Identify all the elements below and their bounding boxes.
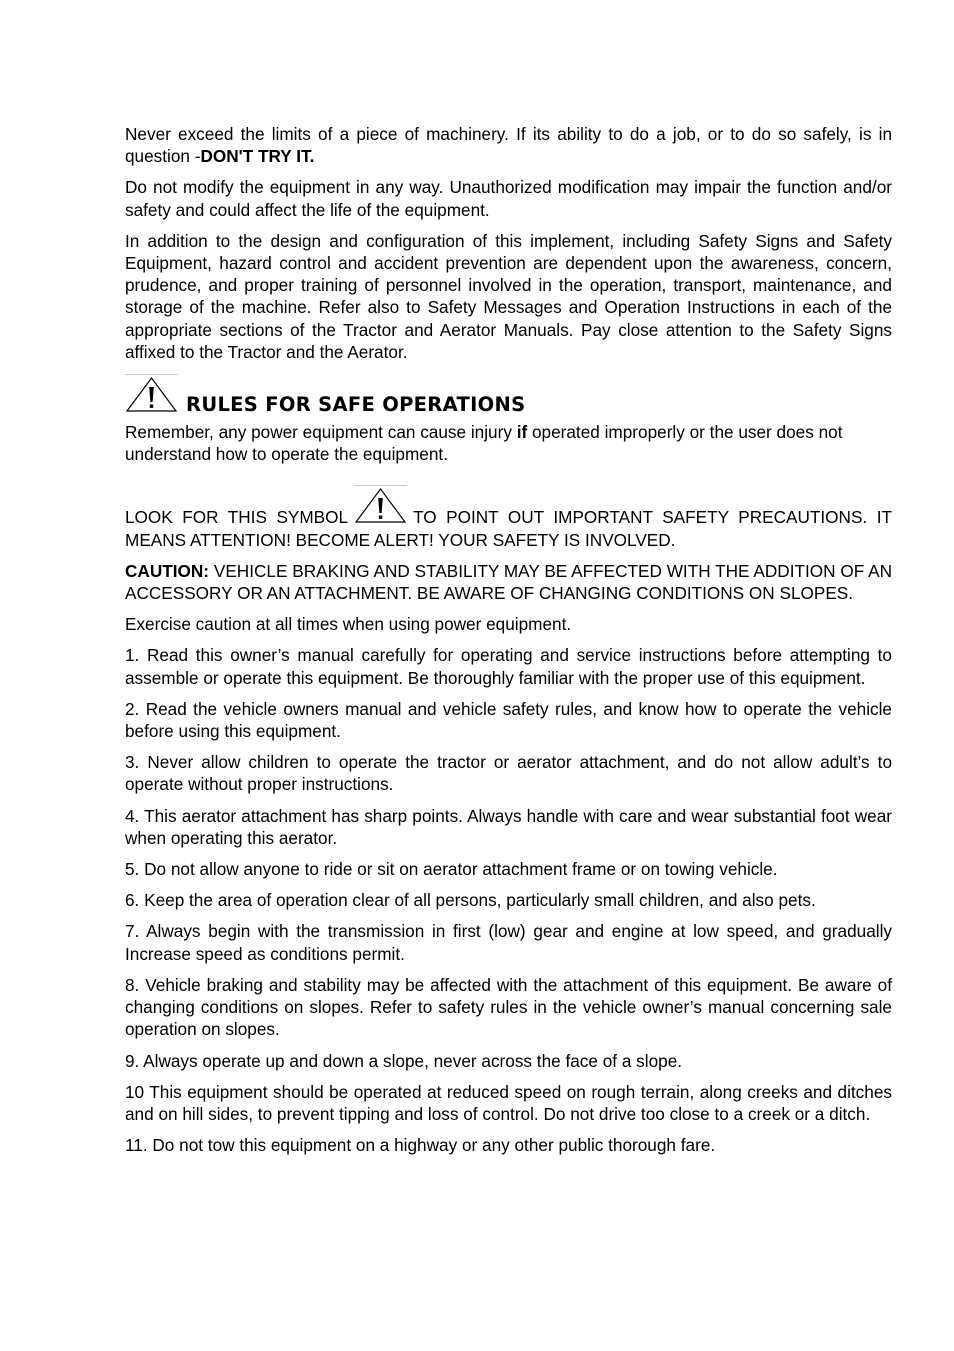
rule-item: 3. Never allow children to operate the tractor or aerator attachment, and do not allow adult’s to operate without proper instructions. — [125, 752, 892, 795]
paragraph-exercise-caution: Exercise caution at all times when using power equipment. — [125, 614, 572, 635]
paragraph-remember — [125, 421, 892, 465]
warning-triangle-icon — [125, 374, 178, 414]
paragraph-hazard-control: In addition to the design and configuration of this implement, including Safety Signs and Safety Equipment, hazard control and accident prevention are dependent upon the awareness, concern, prudence, and proper training of personnel involved in the operation, transport, maintenance, and storage of the machine. Refer also to Safety Messages and Operation Instructions in each of the appropriate sections of the Tractor and Aerator Manuals. Pay close attention to the Safety Signs affixed to the Tractor and the Aerator. — [125, 230, 892, 362]
paragraph-text: Never exceed the limits of a piece of machinery. If its ability to do a job, or to do so safely, is in question - — [125, 124, 892, 167]
rule-item: 8. Vehicle braking and stability may be affected with the attachment of this equipment. Be aware of changing conditions on slopes. Refer to safety rules in the vehicle owner’s manual concerning sale operation on slopes. — [125, 974, 892, 1040]
rule-item: 11. Do not tow this equipment on a highway or any other public thorough fare. — [125, 1135, 716, 1156]
paragraph-look-for-symbol — [125, 485, 892, 550]
caution-label: CAUTION: — [125, 560, 210, 581]
rule-item: 5. Do not allow anyone to ride or sit on aerator attachment frame or on towing vehicle. — [125, 859, 778, 880]
inline-warning-triangle-icon — [354, 485, 407, 525]
rule-item: 4. This aerator attachment has sharp points. Always handle with care and wear substantial foot wear when operating this aerator. — [125, 805, 892, 848]
rule-item: 6. Keep the area of operation clear of all persons, particularly small children, and also pets. — [125, 890, 816, 911]
rule-item: 10 This equipment should be operated at reduced speed on rough terrain, along creeks and ditches and on hill sides, to prevent tipping and loss of control. Do not drive too close to a creek or a ditch. — [125, 1081, 892, 1124]
remember-text-after: operated improperly or the user does not understand how to operate the equipment. — [125, 422, 843, 465]
section-title: RULES FOR SAFE OPERATIONS — [186, 393, 526, 417]
rule-item: 9. Always operate up and down a slope, never across the face of a slope. — [125, 1050, 683, 1071]
paragraph-do-not-modify: Do not modify the equipment in any way. Unauthorized modification may impair the function and/or safety and could affect the life of the equipment. — [125, 177, 892, 220]
dont-try-it-emphasis: DON'T TRY IT. — [200, 146, 315, 167]
rule-item: 2. Read the vehicle owners manual and vehicle safety rules, and know how to operate the vehicle before using this equipment. — [125, 698, 892, 742]
section-heading — [125, 373, 892, 417]
caution-text: VEHICLE BRAKING AND STABILITY MAY BE AFFECTED WITH THE ADDITION OF AN ACCESSORY OR AN ATTACHMENT. BE AWARE OF CHANGING CONDITIONS ON SLOPES. — [125, 560, 892, 604]
look-text-after: TO POINT OUT IMPORTANT SAFETY PRECAUTIONS. IT MEANS ATTENTION! BECOME ALERT! YOUR SAFETY IS INVOLVED. — [125, 507, 892, 550]
paragraph-caution — [125, 560, 892, 604]
rule-item: 1. Read this owner’s manual carefully for operating and service instructions before attempting to assemble or operate this equipment. Be thoroughly familiar with the proper use of this equipment. — [125, 645, 892, 688]
remember-bold-if: if — [516, 422, 528, 443]
rule-item: 7. Always begin with the transmission in first (low) gear and engine at low speed, and gradually Increase speed as conditions permit. — [125, 921, 892, 964]
paragraph-machinery-limits — [125, 123, 892, 167]
document-page — [125, 123, 892, 1165]
look-text-before: LOOK FOR THIS SYMBOL — [125, 507, 349, 528]
rules-list — [125, 644, 892, 1156]
remember-text-before: Remember, any power equipment can cause injury — [125, 422, 517, 443]
